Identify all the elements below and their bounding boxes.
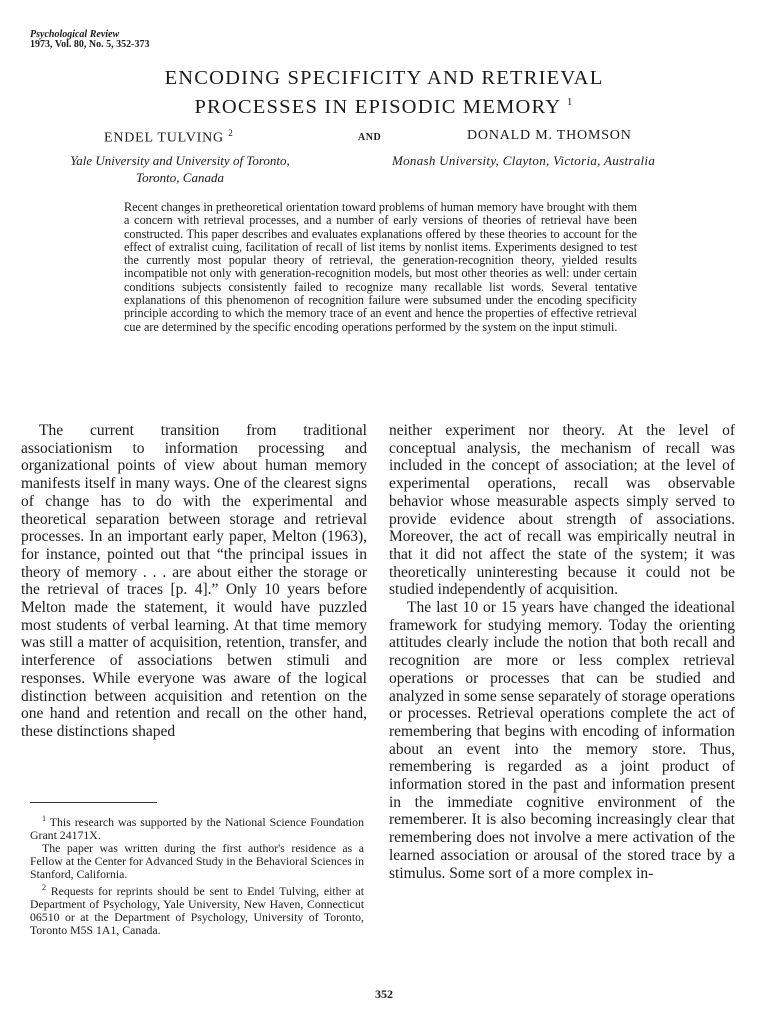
journal-header	[30, 30, 149, 50]
author-first	[104, 128, 234, 147]
body-column-right	[389, 422, 735, 882]
footnote-mark: 2	[42, 882, 46, 892]
author-conjunction: AND	[358, 132, 382, 143]
footnote-text: The paper was written during the first author's residence as a Fellow at the Center for Advanced Study in the Behavioral Sciences in Stanford, California.	[30, 840, 364, 881]
body-column-left	[21, 422, 367, 741]
affiliation-first-line2: Toronto, Canada	[136, 170, 224, 185]
body-paragraph: neither experiment nor theory. At the level of conceptual analysis, the mechanism of recall was included in the concept of association; at the level of experimental operations, recall was observable behavior whose measurable aspects simply served to provide evidence about strength of associations. Moreover, the act of recall was empirically neutral in that it did not affect the state of the system; it was theoretically uninteresting because it could not be studied independently of acquisition.	[389, 422, 735, 599]
footnote	[30, 842, 364, 881]
footnote	[30, 881, 364, 937]
body-paragraph: The current transition from traditional associationism to information processing and organizational points of view about human memory manifests itself in many ways. One of the clearest signs of change has to do with the experimental and theoretical separation between storage and retrieval processes. In an important early paper, Melton (1963), for instance, pointed out that “the principal issues in theory of memory . . . are about either the storage or the retrieval of traces [p. 4].” Only 10 years before Melton made the statement, it would have puzzled most students of verbal learning. At that time memory was still a matter of acquisition, retention, transfer, and interference of associations betwen stimuli and responses. While everyone was aware of the logical distinction between acquisition and retention on the one hand and retention and recall on the other hand, these distinctions shaped	[21, 422, 367, 740]
journal-name: Psychological Review	[30, 29, 120, 40]
footnotes	[30, 812, 364, 937]
footnote-mark: 1	[42, 814, 46, 823]
title-line-2: PROCESSES IN EPISODIC MEMORY	[194, 95, 561, 118]
affiliation-first-line1: Yale University and University of Toronto,	[70, 153, 290, 168]
footnote-text: This research was supported by the National Science Foundation Grant 24171X.	[30, 814, 364, 842]
abstract: Recent changes in pretheoretical orientation toward problems of human memory have brought with them a concern with retrieval processes, and a number of early versions of theories of retrieval have been constructed. This paper describes and evaluates explanations offered by these theories to account for the effect of extralist cuing, facilitation of recall of list items by nonlist items. Experiments designed to test the currently most popular theory of retrieval, the generation-recognition theory, yielded results incompatible not only with generation-recognition models, but most other theories as well: under certain conditions subjects consistently failed to recognize many recallable list words. Several tentative explanations of this phenomenon of recognition failure were subsumed under the encoding specificity principle according to which the memory trace of an event and hence the properties of effective retrieval cue are determined by the specific encoding operations performed by the system on the input stimuli.	[124, 200, 637, 334]
author-first-mark: 2	[228, 128, 234, 138]
affiliation-first	[30, 152, 330, 186]
journal-citation: 1973, Vol. 80, No. 5, 352-373	[30, 39, 150, 50]
footnote-divider	[30, 802, 157, 803]
author-second: DONALD M. THOMSON	[467, 128, 632, 143]
article-title	[0, 66, 768, 119]
title-footnote-mark: 1	[566, 96, 574, 108]
page-number: 352	[375, 987, 393, 1001]
body-paragraph: The last 10 or 15 years have changed the ideational framework for studying memory. Today the orienting attitudes clearly include the notion that both recall and recognition are more or less complex retrieval operations or processes that can be studied and analyzed in some sense separately of storage operations or processes. Retrieval operations complete the act of remembering that begins with encoding of information about an event into the memory store. Thus, remembering is regarded as a joint product of information stored in the past and information present in the immediate cognitive environment of the rememberer. It is also becoming increasingly clear that remembering does not involve a mere activation of the learned association or arousal of the stored trace by a stimulus. Some sort of a more complex in-	[389, 599, 735, 882]
affiliation-second: Monash University, Clayton, Victoria, Australia	[392, 153, 656, 168]
title-line-1: ENCODING SPECIFICITY AND RETRIEVAL	[164, 67, 604, 89]
author-first-name: ENDEL TULVING	[104, 130, 224, 146]
footnote	[30, 812, 364, 842]
footnote-text: Requests for reprints should be sent to Endel Tulving, either at Department of Psychology, Yale University, New Haven, Connecticut 06510 or at the Department of Psychology, University of Toronto, Toronto M5S 1A1, Canada.	[30, 883, 365, 937]
